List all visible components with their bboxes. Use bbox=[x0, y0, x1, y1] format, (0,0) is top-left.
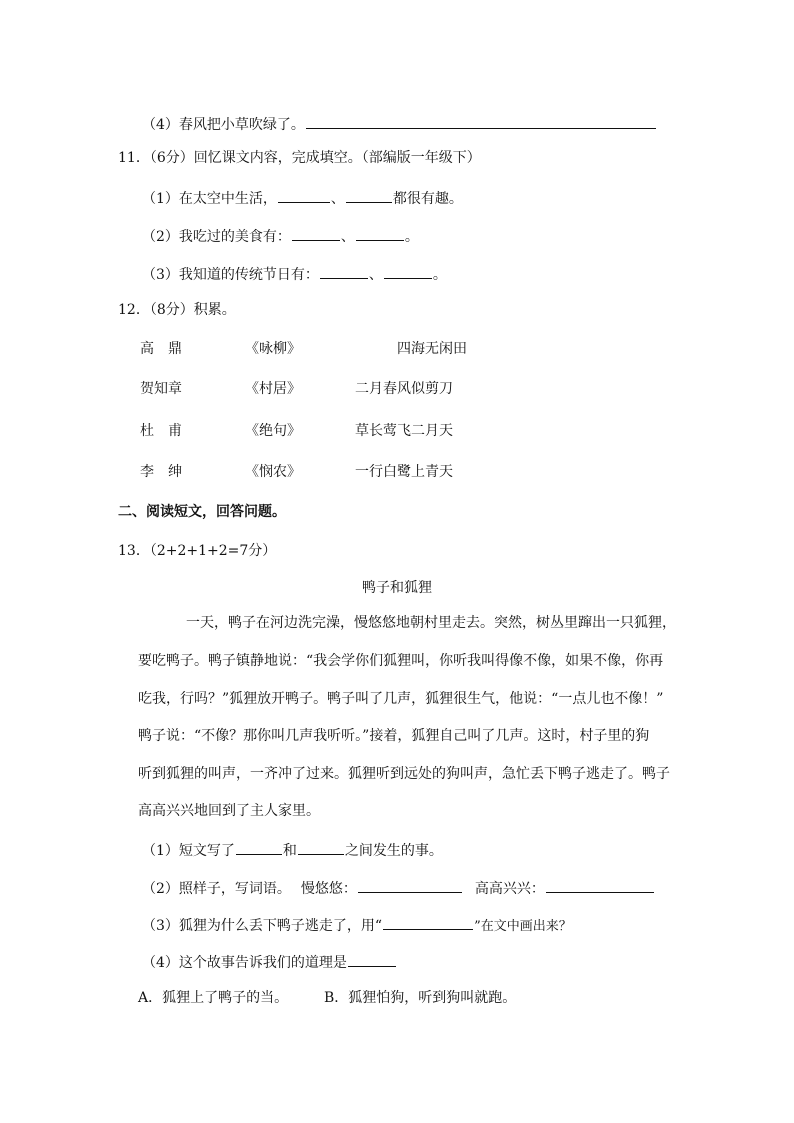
q13-sub2-a-label: 慢悠悠： bbox=[300, 881, 357, 897]
answer-blank[interactable] bbox=[546, 876, 654, 893]
q13-sub1-pre: （1）短文写了 bbox=[142, 843, 235, 859]
q12-poem-line[interactable]: 一行白鹭上青天 bbox=[355, 464, 453, 480]
section-heading: 二、阅读短文，回答问题。 bbox=[118, 504, 286, 520]
q11-item1-post: 都很有趣。 bbox=[392, 191, 463, 207]
q11-item2-pre: （2）我吃过的美食有： bbox=[142, 229, 291, 245]
q11-item2-sep: 、 bbox=[340, 229, 355, 245]
answer-blank[interactable] bbox=[384, 262, 432, 279]
answer-blank[interactable] bbox=[356, 224, 404, 241]
passage-line: 高高兴兴地回到了主人家里。 bbox=[138, 803, 320, 819]
q11-item1 bbox=[142, 186, 463, 209]
option-a[interactable]: A．狐狸上了鸭子的当。 bbox=[138, 990, 289, 1006]
answer-blank[interactable] bbox=[320, 262, 368, 279]
q12-author[interactable]: 高 鼎 bbox=[140, 341, 182, 357]
q11-item1-sep: 、 bbox=[330, 191, 345, 207]
q11-item2 bbox=[142, 224, 419, 247]
q12-poem-line[interactable]: 四海无闲田 bbox=[397, 341, 467, 357]
q13-sub2 bbox=[142, 876, 655, 899]
answer-blank[interactable] bbox=[358, 876, 462, 893]
q13-sub4-label: （4）这个故事告诉我们的道理是 bbox=[142, 955, 347, 971]
q12-header: 12．（8分）积累。 bbox=[118, 302, 236, 318]
q12-poem-line[interactable]: 草长莺飞二月天 bbox=[355, 423, 453, 439]
answer-blank[interactable] bbox=[306, 112, 656, 129]
q13-sub4 bbox=[142, 950, 397, 973]
story-title: 鸭子和狐狸 bbox=[362, 580, 432, 596]
passage-line: 吃我，行吗？”狐狸放开鸭子。鸭子叫了几声，狐狸很生气，他说：“一点儿也不像！” bbox=[138, 691, 664, 707]
q10-item4 bbox=[142, 112, 657, 135]
passage-line: 鸭子说：“不像？那你叫几声我听听。”接着，狐狸自己叫了几声。这时，村子里的狗 bbox=[138, 728, 650, 744]
q12-author[interactable]: 贺知章 bbox=[140, 381, 182, 397]
q11-item3 bbox=[142, 262, 447, 285]
answer-blank[interactable] bbox=[348, 950, 396, 967]
q12-poem-title[interactable]: 《村居》 bbox=[245, 381, 301, 397]
q10-item4-label: （4）春风把小草吹绿了。 bbox=[142, 117, 305, 133]
q12-author[interactable]: 杜 甫 bbox=[140, 423, 182, 439]
answer-blank[interactable] bbox=[236, 838, 282, 855]
q13-sub2-pre: （2）照样子，写词语。 bbox=[142, 881, 291, 897]
q13-sub1-mid: 和 bbox=[282, 843, 297, 859]
option-b[interactable]: B．狐狸怕狗，听到狗叫就跑。 bbox=[324, 990, 517, 1006]
q11-item3-post: 。 bbox=[432, 267, 447, 283]
q11-item3-pre: （3）我知道的传统节日有： bbox=[142, 267, 319, 283]
q13-sub1-post: 之间发生的事。 bbox=[344, 843, 443, 859]
q13-sub3 bbox=[142, 913, 572, 937]
q12-poem-line[interactable]: 二月春风似剪刀 bbox=[355, 381, 453, 397]
answer-blank[interactable] bbox=[292, 224, 340, 241]
passage-line: 听到狐狸的叫声，一齐冲了过来。狐狸听到远处的狗叫声，急忙丢下鸭子逃走了。鸭子 bbox=[138, 766, 670, 782]
q13-header: 13．（2+2+1+2=7分） bbox=[118, 543, 277, 559]
q13-sub3-pre: （3）狐狸为什么丢下鸭子逃走了，用“ bbox=[142, 918, 383, 934]
q11-item2-post: 。 bbox=[404, 229, 419, 245]
passage-line: 要吃鸭子。鸭子镇静地说：“我会学你们狐狸叫，你听我叫得像不像，如果不像，你再 bbox=[138, 653, 664, 669]
q11-header: 11．（6分）回忆课文内容，完成填空。（部编版一年级下） bbox=[118, 150, 481, 166]
q12-poem-title[interactable]: 《绝句》 bbox=[245, 423, 301, 439]
q11-item3-sep: 、 bbox=[368, 267, 383, 283]
q13-sub1 bbox=[142, 838, 443, 861]
q13-sub2-b-label: 高高兴兴： bbox=[474, 881, 545, 897]
q12-poem-title[interactable]: 《悯农》 bbox=[245, 464, 301, 480]
q12-author[interactable]: 李 绅 bbox=[140, 464, 182, 480]
q12-poem-title[interactable]: 《咏柳》 bbox=[245, 341, 301, 357]
answer-blank[interactable] bbox=[298, 838, 344, 855]
answer-blank[interactable] bbox=[278, 186, 330, 203]
answer-blank[interactable] bbox=[346, 186, 392, 203]
answer-blank[interactable] bbox=[383, 913, 473, 930]
passage-line: 一天，鸭子在河边洗完澡，慢悠悠地朝村里走去。突然，树丛里蹿出一只狐狸， bbox=[186, 615, 676, 631]
q11-item1-pre: （1）在太空中生活， bbox=[142, 191, 277, 207]
q13-sub3-post: ”在文中画出来？ bbox=[474, 919, 572, 934]
